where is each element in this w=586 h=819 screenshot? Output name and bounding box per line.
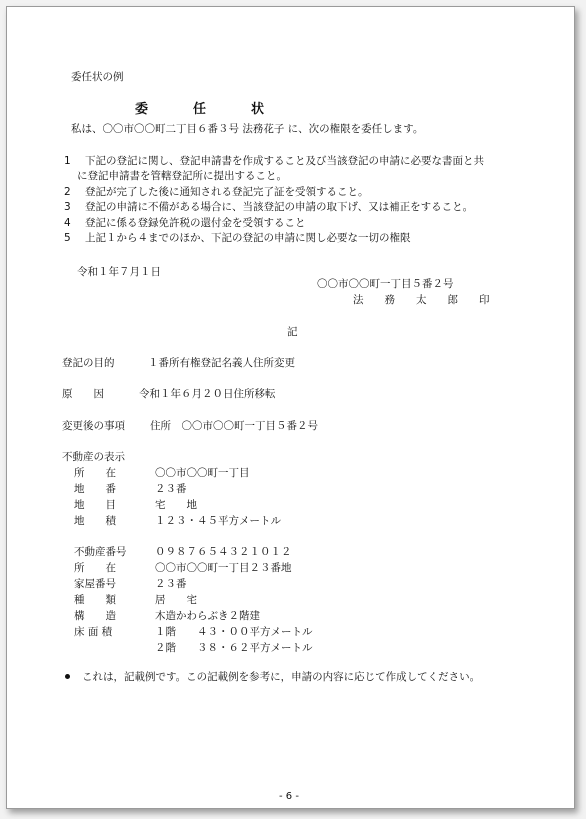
page-number: - 6 -	[279, 791, 299, 802]
principal-address: 〇〇市〇〇町一丁目５番２号	[317, 278, 454, 290]
note-bullet	[65, 674, 70, 679]
principal-name: 法 務 太 郎 印	[353, 294, 490, 306]
land-value: ２３番	[155, 483, 187, 495]
building-value: 木造かわらぶき２階建	[155, 610, 260, 622]
land-value: １２３・４５平方メートル	[155, 515, 281, 527]
item-number: 1	[64, 155, 71, 167]
building-label: 所 在	[74, 562, 116, 574]
page-title: 委 任 状	[135, 102, 281, 117]
building-value: 〇〇市〇〇町一丁目２３番地	[155, 562, 292, 574]
note-text: これは，記載例です。この記載例を参考に，申請の内容に応じて作成してください。	[82, 671, 481, 683]
intro-text: 私は、〇〇市〇〇町二丁目６番３号 法務花子 に、次の権限を委任します。	[71, 123, 424, 135]
date: 令和１年７月１日	[77, 266, 161, 278]
building-value: １階 ４３・００平方メートル	[155, 626, 313, 638]
building-label: 床 面 積	[74, 626, 113, 638]
land-label: 地 目	[74, 499, 116, 511]
item-number: 3	[64, 201, 71, 213]
change-label: 変更後の事項	[62, 420, 125, 432]
item-text-continued: に登記申請書を管轄登記所に提出すること。	[77, 170, 287, 182]
property-heading: 不動産の表示	[62, 451, 125, 463]
building-label: 不動産番号	[74, 546, 127, 558]
item-text: 登記の申請に不備がある場合に、当該登記の申請の取下げ、又は補正をすること。	[85, 201, 474, 213]
cause-label: 原 因	[62, 388, 104, 400]
item-number: 4	[64, 217, 71, 229]
document-page	[6, 6, 575, 809]
building-label: 種 類	[74, 594, 116, 606]
land-label: 所 在	[74, 467, 116, 479]
building-label: 構 造	[74, 610, 116, 622]
land-value: 宅 地	[155, 499, 197, 511]
purpose-value: １番所有権登記名義人住所変更	[148, 357, 295, 369]
item-text: 上記１から４までのほか、下記の登記の申請に関し必要な一切の権限	[85, 232, 411, 244]
change-value: 住所 〇〇市〇〇町一丁目５番２号	[150, 420, 318, 432]
land-label: 地 番	[74, 483, 116, 495]
building-value: ２３番	[155, 578, 187, 590]
purpose-label: 登記の目的	[62, 357, 115, 369]
cause-value: 令和１年６月２０日住所移転	[139, 388, 276, 400]
item-text: 登記に係る登録免許税の還付金を受領すること	[85, 217, 306, 229]
building-value: ０９８７６５４３２１０１２	[155, 546, 292, 558]
header-note: 委任状の例	[71, 71, 124, 83]
land-label: 地 積	[74, 515, 116, 527]
building-value: ２階 ３８・６２平方メートル	[155, 642, 313, 654]
ki-heading: 記	[287, 326, 298, 338]
item-number: 2	[64, 186, 71, 198]
item-text: 登記が完了した後に通知される登記完了証を受領すること。	[85, 186, 369, 198]
item-text: 下記の登記に関し、登記申請書を作成すること及び当該登記の申請に必要な書面と共	[85, 155, 484, 167]
building-value: 居 宅	[155, 594, 197, 606]
land-value: 〇〇市〇〇町一丁目	[155, 467, 250, 479]
building-label: 家屋番号	[74, 578, 116, 590]
item-number: 5	[64, 232, 71, 244]
